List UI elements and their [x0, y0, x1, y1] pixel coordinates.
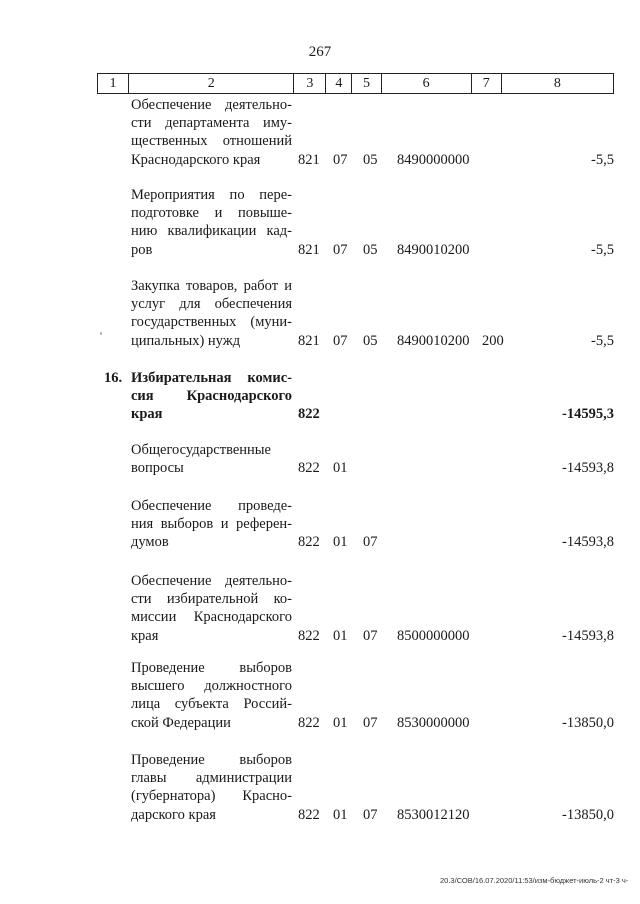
- row-name: [131, 751, 292, 824]
- header-col-5: 5: [352, 74, 381, 94]
- table-row: [0, 96, 640, 169]
- row-name-line: Мероприятия по пере-: [131, 187, 292, 203]
- table-row: [0, 441, 640, 477]
- row-section-code: 07: [333, 151, 348, 168]
- row-name: [131, 441, 292, 477]
- row-name-line: Проведение выборов: [131, 752, 292, 768]
- table-row: [0, 751, 640, 824]
- row-name: [131, 572, 292, 645]
- row-section-code: 01: [333, 714, 348, 731]
- row-subsection-code: 07: [363, 534, 378, 551]
- row-name-line: края: [131, 406, 163, 423]
- row-ved-code: 821: [298, 332, 320, 349]
- row-target-article: 8490010200: [397, 241, 470, 258]
- row-name-line: услуг для обеспечения: [131, 296, 292, 313]
- row-amount: -13850,0: [562, 714, 614, 731]
- row-amount: -13850,0: [562, 806, 614, 823]
- row-name-line: Избирательная комис-: [131, 370, 292, 386]
- header-col-4: 4: [326, 74, 352, 94]
- row-subsection-code: 07: [363, 714, 378, 731]
- row-name-line: сия Краснодарского: [131, 388, 292, 405]
- header-col-6: 6: [381, 74, 471, 94]
- row-amount: -14595,3: [562, 406, 614, 423]
- row-target-article: 8530000000: [397, 714, 470, 731]
- row-name-line: ния выборов и референ-: [131, 516, 292, 533]
- row-subsection-code: 05: [363, 151, 378, 168]
- row-target-article: 8530012120: [397, 806, 470, 823]
- row-target-article: 8490010200: [397, 332, 470, 349]
- row-name-line: сти департамента иму-: [131, 115, 292, 132]
- row-expense-type: 200: [482, 332, 504, 349]
- row-section-code: 01: [333, 460, 348, 477]
- row-ved-code: 821: [298, 241, 320, 258]
- row-name-line: щественных отношений: [131, 133, 292, 150]
- row-name: [131, 277, 292, 350]
- row-name-line: государственных (муни-: [131, 314, 292, 331]
- table-row: [0, 497, 640, 552]
- row-target-article: 8490000000: [397, 151, 470, 168]
- row-name-line: главы администрации: [131, 770, 292, 787]
- row-name-line: сти избирательной ко-: [131, 591, 292, 608]
- row-amount: -5,5: [591, 332, 614, 349]
- row-name-line: Обеспечение деятельно-: [131, 97, 292, 113]
- row-name: [131, 497, 292, 552]
- table-row: [0, 186, 640, 259]
- row-name-line: лица субъекта Россий-: [131, 696, 292, 713]
- row-section-code: 01: [333, 627, 348, 644]
- row-name-line: (губернатора) Красно-: [131, 788, 292, 805]
- row-name: [131, 186, 292, 259]
- row-amount: -5,5: [591, 241, 614, 258]
- row-name-line: Обеспечение деятельно-: [131, 573, 292, 589]
- row-name-line: нию квалификации кад-: [131, 223, 292, 240]
- row-name-line: ципальных) нужд: [131, 332, 241, 349]
- header-col-2: 2: [129, 74, 294, 94]
- row-section-code: 01: [333, 534, 348, 551]
- row-name-line: Обеспечение проведе-: [131, 498, 292, 514]
- scan-artifact: [100, 332, 102, 335]
- row-amount: -5,5: [591, 151, 614, 168]
- row-subsection-code: 07: [363, 627, 378, 644]
- row-section-code: 07: [333, 241, 348, 258]
- row-ved-code: 822: [298, 806, 320, 823]
- row-name-line: подготовке и повыше-: [131, 205, 292, 222]
- header-col-7: 7: [471, 74, 501, 94]
- row-ved-code: 822: [298, 406, 320, 423]
- row-name-line: Закупка товаров, работ и: [131, 278, 292, 294]
- row-name-line: вопросы: [131, 460, 184, 477]
- row-name-line: Краснодарского края: [131, 151, 261, 168]
- table-row: [0, 369, 640, 424]
- row-name: [131, 96, 292, 169]
- row-ved-code: 822: [298, 534, 320, 551]
- row-target-article: 8500000000: [397, 627, 470, 644]
- row-name: [131, 659, 292, 732]
- header-col-3: 3: [294, 74, 326, 94]
- row-amount: -14593,8: [562, 534, 614, 551]
- table-row: [0, 572, 640, 645]
- row-ved-code: 822: [298, 460, 320, 477]
- row-subsection-code: 05: [363, 332, 378, 349]
- row-amount: -14593,8: [562, 460, 614, 477]
- row-number: 16.: [104, 370, 123, 386]
- row-name-line: ров: [131, 241, 153, 258]
- row-name-line: Проведение выборов: [131, 660, 292, 676]
- row-ved-code: 822: [298, 627, 320, 644]
- row-subsection-code: 07: [363, 806, 378, 823]
- row-section-code: 07: [333, 332, 348, 349]
- document-footer: 20.3/СОВ/16.07.2020/11:53/изм-бюджет-июль-2 чт-3 ч-: [440, 876, 629, 885]
- row-name-line: края: [131, 627, 159, 644]
- row-name-line: высшего должностного: [131, 678, 292, 695]
- row-name-line: дарского края: [131, 806, 216, 823]
- row-name-line: думов: [131, 534, 169, 551]
- row-section-code: 01: [333, 806, 348, 823]
- page-number: 267: [308, 44, 332, 60]
- row-amount: -14593,8: [562, 627, 614, 644]
- header-col-1: 1: [98, 74, 129, 94]
- row-name-line: Общегосударственные: [131, 442, 271, 458]
- header-col-8: 8: [501, 74, 613, 94]
- row-ved-code: 821: [298, 151, 320, 168]
- row-name-line: ской Федерации: [131, 714, 231, 731]
- row-ved-code: 822: [298, 714, 320, 731]
- row-subsection-code: 05: [363, 241, 378, 258]
- table-row: [0, 659, 640, 732]
- table-row: [0, 277, 640, 350]
- row-name: [131, 369, 292, 424]
- row-name-line: миссии Краснодарского: [131, 609, 292, 626]
